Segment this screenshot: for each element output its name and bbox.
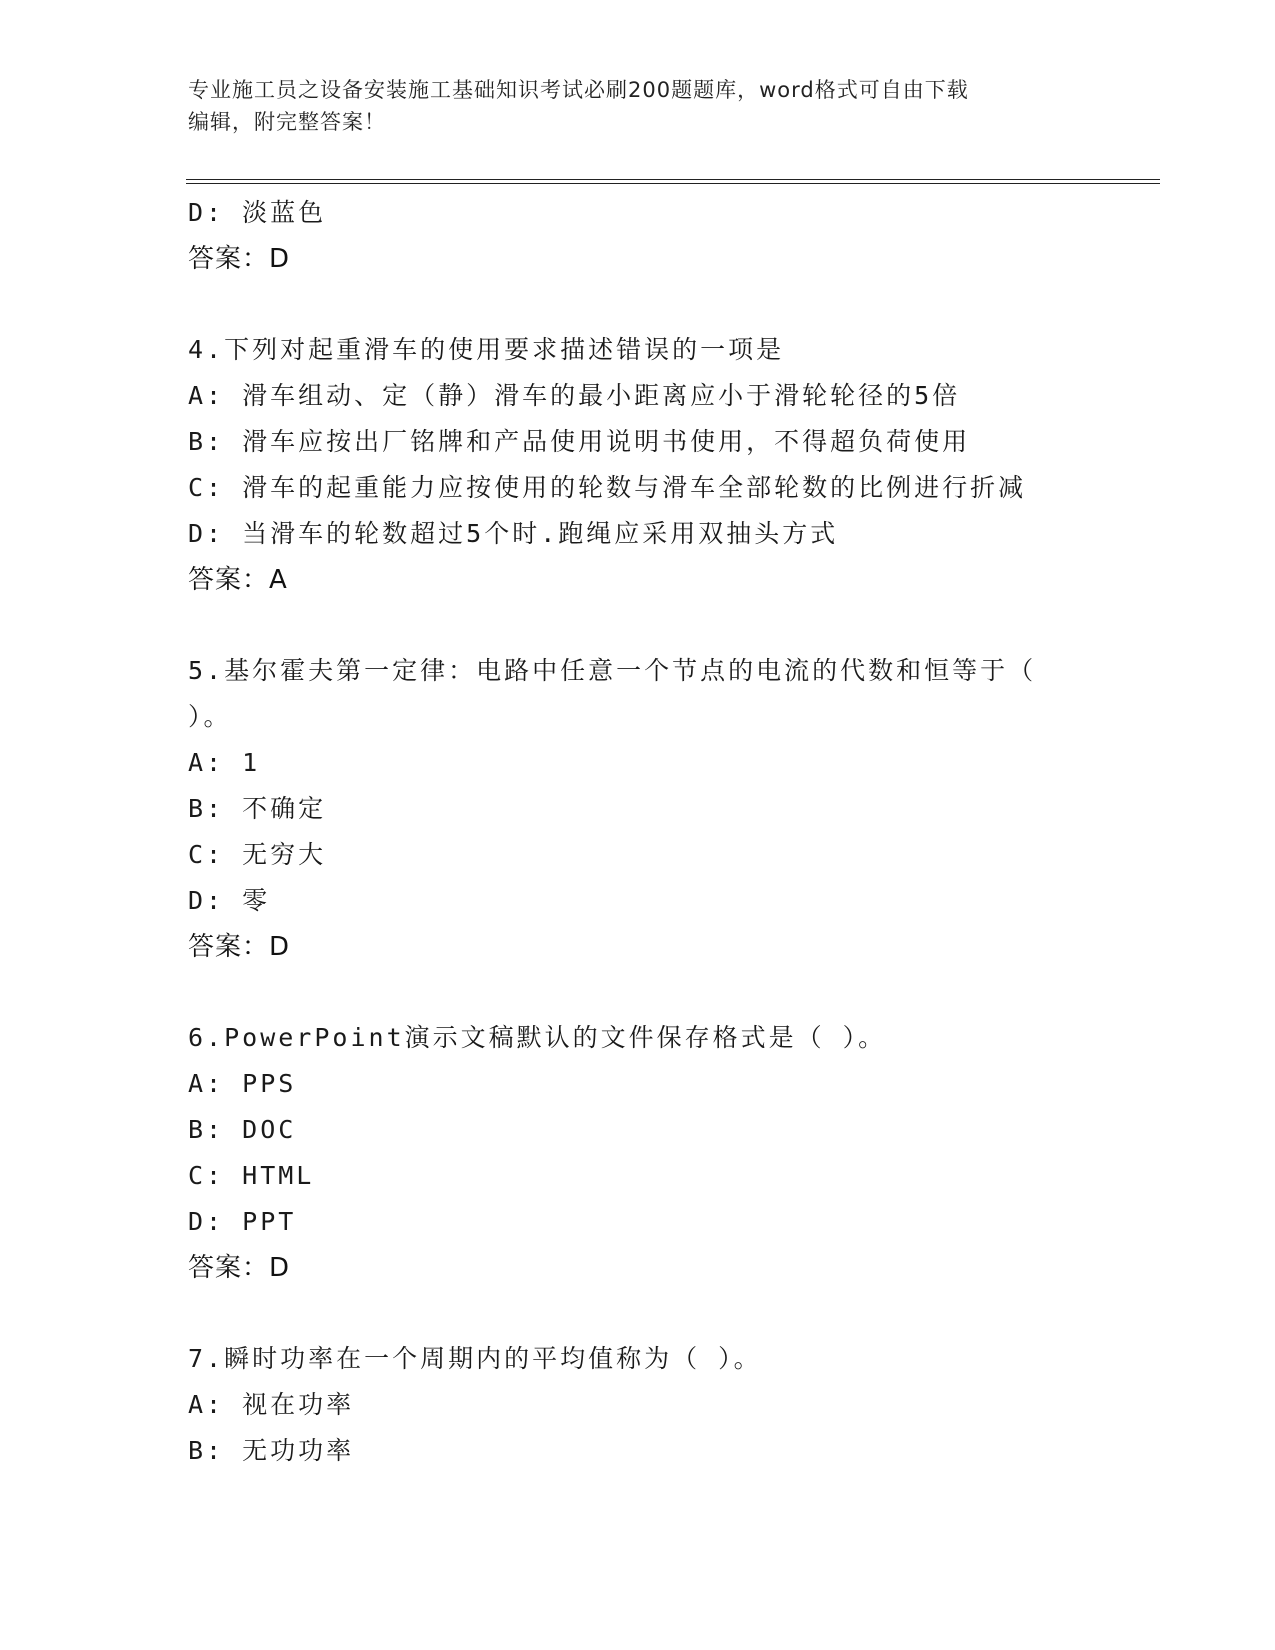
q5-question-line2: ）。: [188, 702, 232, 731]
q4-answer: 答案：A: [188, 565, 288, 595]
q6-option-d: D: PPT: [188, 1207, 297, 1236]
q5-answer: 答案：D: [188, 932, 291, 962]
document-header: [188, 74, 1088, 138]
q7-option-a: A: 视在功率: [188, 1390, 355, 1419]
q4-option-c: C: 滑车的起重能力应按使用的轮数与滑车全部轮数的比例进行折减: [188, 473, 1027, 502]
header-divider-bottom: [186, 183, 1160, 184]
q3-answer: 答案：D: [188, 244, 291, 274]
q6-option-c: C: HTML: [188, 1161, 315, 1190]
q6-answer: 答案：D: [188, 1253, 291, 1283]
q7-question: 7.瞬时功率在一个周期内的平均值称为（ ）。: [188, 1344, 762, 1373]
q5-question-line1: 5.基尔霍夫第一定律：电路中任意一个节点的电流的代数和恒等于（: [188, 656, 1037, 685]
q6-question: 6.PowerPoint演示文稿默认的文件保存格式是（ ）。: [188, 1023, 887, 1052]
q4-question: 4.下列对起重滑车的使用要求描述错误的一项是: [188, 335, 785, 364]
header-title-line2: 编辑，附完整答案！: [188, 110, 386, 134]
q5-option-d: D: 零: [188, 886, 271, 915]
q7-option-b: B: 无功功率: [188, 1436, 355, 1465]
q5-option-b: B: 不确定: [188, 794, 327, 823]
q4-option-d: D: 当滑车的轮数超过5个时.跑绳应采用双抽头方式: [188, 519, 839, 548]
q4-option-a: A: 滑车组动、定（静）滑车的最小距离应小于滑轮轮径的5倍: [188, 381, 961, 410]
question-list: [188, 190, 1088, 1474]
q5-option-c: C: 无穷大: [188, 840, 327, 869]
q6-option-b: B: DOC: [188, 1115, 297, 1144]
q6-option-a: A: PPS: [188, 1069, 297, 1098]
header-divider-top: [186, 179, 1160, 180]
q4-option-b: B: 滑车应按出厂铭牌和产品使用说明书使用，不得超负荷使用: [188, 427, 971, 456]
q5-option-a: A: 1: [188, 748, 261, 777]
q3-option-d: D: 淡蓝色: [188, 198, 327, 227]
header-title-line1: 专业施工员之设备安装施工基础知识考试必刷200题题库，word格式可自由下载: [188, 78, 969, 102]
